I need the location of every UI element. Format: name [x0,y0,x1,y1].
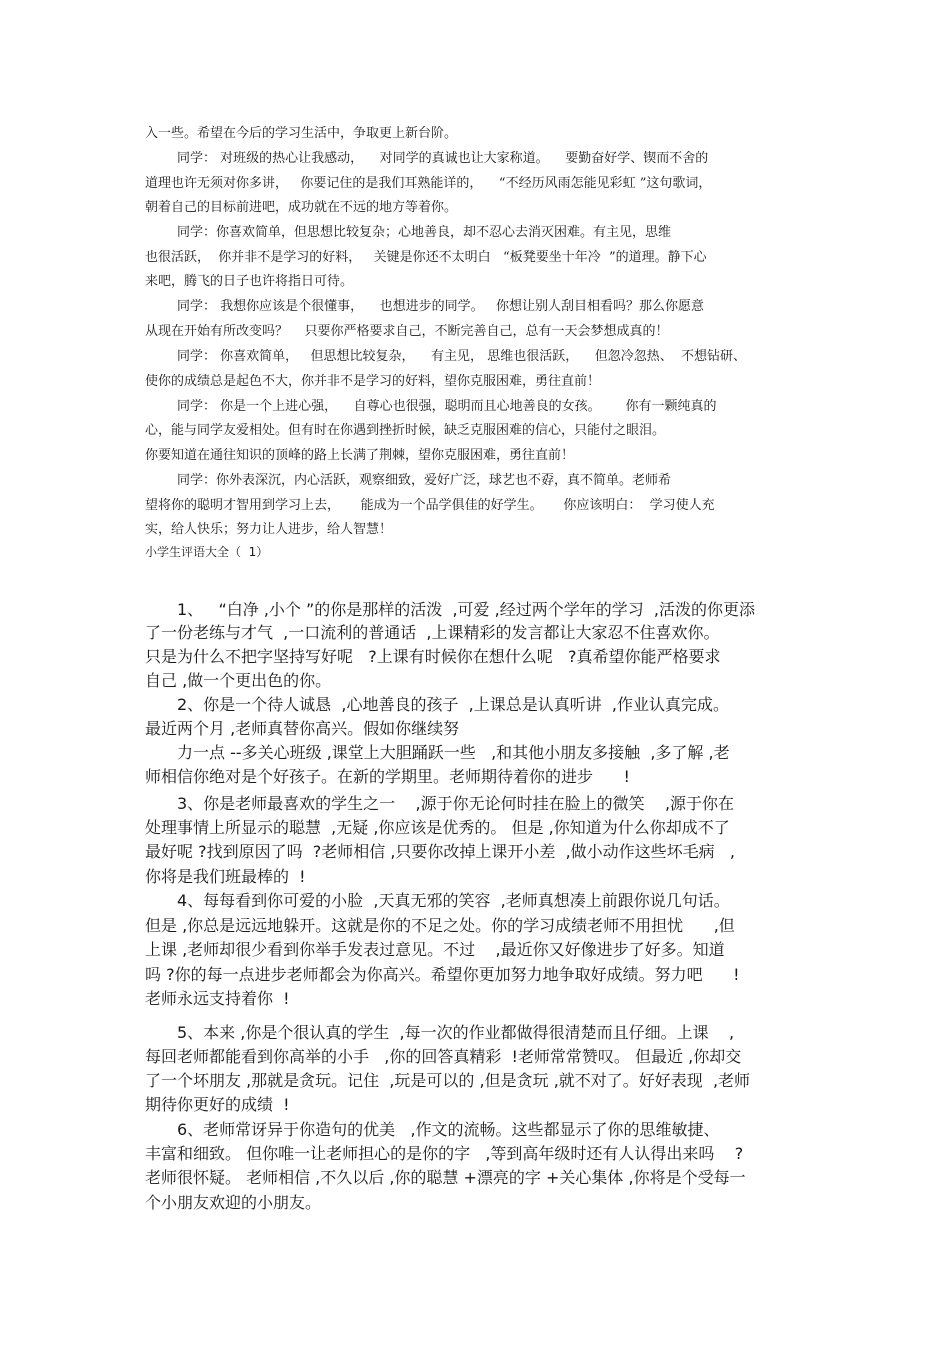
upper-line-8: 同学： 我想你应该是个很懂事， 也想进步的同学。 你想让别人刮目相看吗？那么你愿意 [177,299,705,314]
upper-line-4: 朝着自己的目标前进吧，成功就在不远的地方等着你。 [145,200,458,215]
lower-line-13: 4、每每看到你可爱的小脸 ,天真无邪的笑容 ,老师真想凑上前跟你说几句话。 [177,891,730,910]
upper-line-2: 同学： 对班级的热心让我感动， 对同学的真诚也让大家称道。 要勤奋好学、锲而不舍的 [177,151,709,166]
lower-line-16: 吗 ?你的每一点进步老师都会为你高兴。希望你更加努力地争取好成绩。努力吧 ! [145,965,740,984]
upper-line-12: 同学： 你是一个上进心强， 自尊心也很强，聪明而且心地善良的女孩。 你有一颗纯真的 [177,399,717,414]
lower-line-8: 师相信你绝对是个好孩子。在新的学期里。老师期待着你的进步 ! [145,767,630,786]
upper-line-5: 同学：你喜欢简单，但思想比较复杂；心地善良，却不忍心去消灭困难。有主见，思维 [177,225,672,240]
lower-line-2: 了一份老练与才气 ,一口流利的普通话 ,上课精彩的发言都让大家忍不住喜欢你。 [145,623,720,642]
lower-line-22: 6、老师常讶异于你造句的优美 ,作文的流畅。这些都显示了你的思维敏捷、 [177,1120,720,1139]
lower-line-9: 3、你是老师最喜欢的学生之一 ,源于你无论何时挂在脸上的微笑 ,源于你在 [177,794,735,813]
lower-line-14: 但是 ,你总是远远地躲开。这就是你的不足之处。你的学习成绩老师不用担忧 ,但 [145,916,735,935]
lower-line-1: 1、 “白净 ,小个 ”的你是那样的活泼 ,可爱 ,经过两个学年的学习 ,活泼的你更添 [177,600,755,619]
lower-line-3: 只是为什么不把字坚持写好呢 ?上课有时候你在想什么呢 ?真希望你能严格要求 [145,647,721,666]
lower-line-21: 期待你更好的成绩 ! [145,1095,290,1114]
upper-line-1: 入一些。希望在今后的学习生活中，争取更上新台阶。 [145,126,458,141]
lower-line-23: 丰富和细致。 但你唯一让老师担心的是你的字 ,等到高年级时还有人认得出来吗 ? [145,1144,744,1163]
lower-line-15: 上课 ,老师却很少看到你举手发表过意见。不过 ,最近你又好像进步了好多。知道 [145,940,725,959]
upper-line-6: 也很活跃， 你并非不是学习的好料， 关键是你还不太明白 “板凳要坐十年冷 ”的道理。静下心 [145,250,707,265]
upper-line-13: 心，能与同学友爱相处。但有时在你遇到挫折时候，缺乏克服困难的信心，只能付之眼泪。 [145,423,666,438]
lower-line-18: 5、本来 ,你是个很认真的学生 ,每一次的作业都做得很清楚而且仔细。上课 , [177,1023,735,1042]
upper-line-15: 同学：你外表深沉，内心活跃，观察细致，爱好广泛，球艺也不孬，真不简单。老师希 [177,473,672,488]
upper-line-17: 实，给人快乐；努力让人进步，给人智慧！ [145,522,393,537]
lower-line-5: 2、你是一个待人诚恳 ,心地善良的孩子 ,上课总是认真听讲 ,作业认真完成。 [177,695,729,714]
lower-line-25: 个小朋友欢迎的小朋友。 [145,1193,322,1212]
lower-line-6: 最近两个月 ,老师真替你高兴。假如你继续努 [145,719,460,738]
lower-line-24: 老师很怀疑。 老师相信 ,不久以后 ,你的聪慧 +漂亮的字 +关心集体 ,你将是个受每一 [145,1168,746,1187]
lower-line-10: 处理事情上所显示的聪慧 ,无疑 ,你应该是优秀的。 但是 ,你知道为什么你却成不了 [145,818,730,837]
upper-line-7: 来吧，腾飞的日子也许将指日可待。 [145,274,354,289]
lower-line-12: 你将是我们班最棒的 ! [145,867,306,886]
upper-line-3: 道理也许无须对你多讲， 你要记住的是我们耳熟能详的， “不经历风雨怎能见彩虹 ”这句歌词， [145,176,712,191]
upper-line-10: 同学： 你喜欢简单， 但思想比较复杂， 有主见， 思维也很活跃， 但忽冷忽热、 不想钻研、 [177,349,746,364]
lower-line-20: 了一个坏朋友 ,那就是贪玩。记住 ,玩是可以的 ,但是贪玩 ,就不对了。好好表现 ,老师 [145,1071,751,1090]
section-heading: 小学生评语大全（ 1） [145,545,269,559]
upper-line-9: 从现在开始有所改变吗？ 只要你严格要求自己，不断完善自己，总有一天会梦想成真的！ [145,324,669,339]
upper-line-16: 望将你的聪明才智用到学习上去， 能成为一个品学俱佳的好学生。 你应该明白： 学习使人充 [145,498,715,513]
upper-line-11: 使你的成绩总是起色不大，你并非不是学习的好料，望你克服困难，勇往直前！ [145,374,601,389]
lower-line-17: 老师永远支持着你 ! [145,989,290,1008]
lower-line-19: 每回老师都能看到你高举的小手 ,你的回答真精彩 !老师常常赞叹。 但最近 ,你却交 [145,1047,742,1066]
lower-line-7: 力一点 --多关心班级 ,课堂上大胆踊跃一些 ,和其他小朋友多接触 ,多了解 ,老 [177,743,730,762]
upper-line-14: 你要知道在通往知识的顶峰的路上长满了荆棘，望你克服困难，勇往直前！ [145,448,575,463]
lower-line-4: 自己 ,做一个更出色的你。 [145,671,332,690]
lower-line-11: 最好呢 ?找到原因了吗 ?老师相信 ,只要你改掉上课开小差 ,做小动作这些坏毛病 , [145,842,736,861]
